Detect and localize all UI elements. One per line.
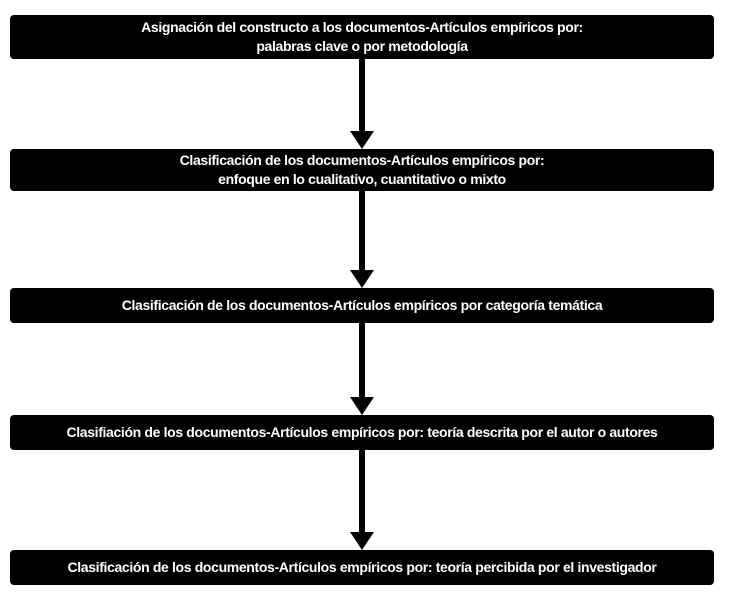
down-arrow-icon-3 bbox=[10, 323, 714, 415]
flow-step-2 bbox=[10, 149, 714, 191]
down-arrow-icon-1 bbox=[10, 59, 714, 149]
down-arrow-icon-4 bbox=[10, 450, 714, 550]
arrow-shaft bbox=[359, 59, 365, 131]
flow-step-1-line-1: Asignación del constructo a los documentos-Artículos empíricos por: bbox=[141, 19, 583, 35]
flow-step-4 bbox=[10, 415, 714, 450]
arrow-head bbox=[350, 131, 374, 149]
flow-step-3-line-1: Clasificación de los documentos-Artículos empíricos por categoría temática bbox=[121, 297, 603, 313]
arrow-shaft bbox=[359, 323, 365, 397]
flow-step-3 bbox=[10, 288, 714, 323]
arrow-head bbox=[350, 532, 374, 550]
flowchart bbox=[10, 0, 714, 585]
arrow-shaft bbox=[359, 450, 365, 532]
flow-step-2-line-1: Clasificación de los documentos-Artículos empíricos por: bbox=[179, 152, 545, 168]
flow-step-5-line-1: Clasificación de los documentos-Artículos empíricos por: teoría percibida por el investigador bbox=[67, 559, 657, 575]
flow-step-4-line-1: Clasifiación de los documentos-Artículos empíricos por: teoría descrita por el autor o autores bbox=[66, 424, 658, 440]
arrow-head bbox=[350, 397, 374, 415]
flow-step-5 bbox=[10, 550, 714, 585]
arrow-head bbox=[350, 270, 374, 288]
arrow-shaft bbox=[359, 191, 365, 270]
down-arrow-icon-2 bbox=[10, 191, 714, 288]
flow-step-1-line-2: palabras clave o por metodología bbox=[256, 38, 468, 54]
flow-step-1 bbox=[10, 15, 714, 59]
flow-step-2-line-2: enfoque en lo cualitativo, cuantitativo o mixto bbox=[218, 171, 506, 187]
